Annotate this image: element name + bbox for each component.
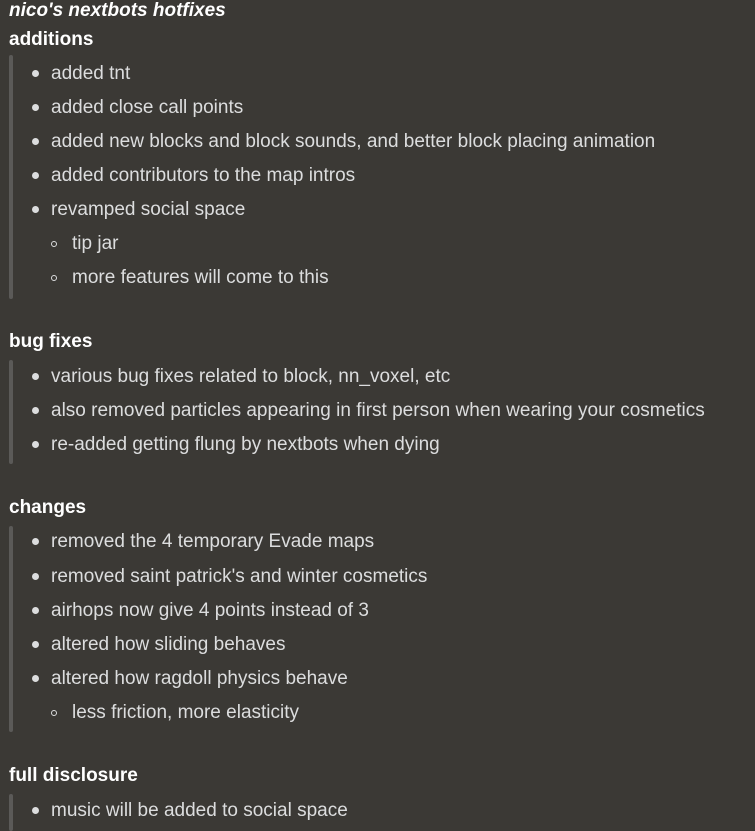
sub-bullet-icon <box>51 710 57 716</box>
bullet-icon <box>32 607 39 614</box>
list-item: music will be added to social space <box>51 800 348 821</box>
blockquote-bar-bug-fixes <box>9 360 13 464</box>
blockquote-bar-full-disclosure <box>9 794 13 831</box>
bullet-icon <box>32 172 39 179</box>
bullet-icon <box>32 538 39 545</box>
list-item: added new blocks and block sounds, and better block placing animation <box>51 131 656 152</box>
section-heading-bug-fixes: bug fixes <box>9 331 93 352</box>
section-heading-additions: additions <box>9 29 94 50</box>
bullet-icon <box>32 373 39 380</box>
sub-list-item: less friction, more elasticity <box>72 702 300 723</box>
list-item: altered how sliding behaves <box>51 634 286 655</box>
list-item: added close call points <box>51 97 244 118</box>
bullet-icon <box>32 573 39 580</box>
blockquote-bar-additions <box>9 55 13 299</box>
list-item: various bug fixes related to block, nn_voxel, etc <box>51 366 451 387</box>
bullet-icon <box>32 104 39 111</box>
blockquote-bar-changes <box>9 526 13 732</box>
list-item: removed the 4 temporary Evade maps <box>51 531 375 552</box>
bullet-icon <box>32 441 39 448</box>
list-item: added tnt <box>51 63 131 84</box>
list-item: removed saint patrick's and winter cosmetics <box>51 566 428 587</box>
sub-bullet-icon <box>51 275 57 281</box>
bullet-icon <box>32 407 39 414</box>
list-item: added contributors to the map intros <box>51 165 356 186</box>
section-heading-changes: changes <box>9 497 87 518</box>
bullet-icon <box>32 138 39 145</box>
bullet-icon <box>32 641 39 648</box>
list-item: altered how ragdoll physics behave <box>51 668 348 689</box>
sub-list-item: more features will come to this <box>72 267 329 288</box>
list-item: re-added getting flung by nextbots when dying <box>51 434 440 455</box>
bullet-icon <box>32 70 39 77</box>
sub-bullet-icon <box>51 241 57 247</box>
list-item: airhops now give 4 points instead of 3 <box>51 600 369 621</box>
section-heading-full-disclosure: full disclosure <box>9 765 138 786</box>
list-item: also removed particles appearing in first person when wearing your cosmetics <box>51 400 705 421</box>
list-item: revamped social space <box>51 199 246 220</box>
bullet-icon <box>32 807 39 814</box>
message-title: nico's nextbots hotfixes <box>9 0 226 21</box>
bullet-icon <box>32 206 39 213</box>
sub-list-item: tip jar <box>72 233 119 254</box>
bullet-icon <box>32 675 39 682</box>
